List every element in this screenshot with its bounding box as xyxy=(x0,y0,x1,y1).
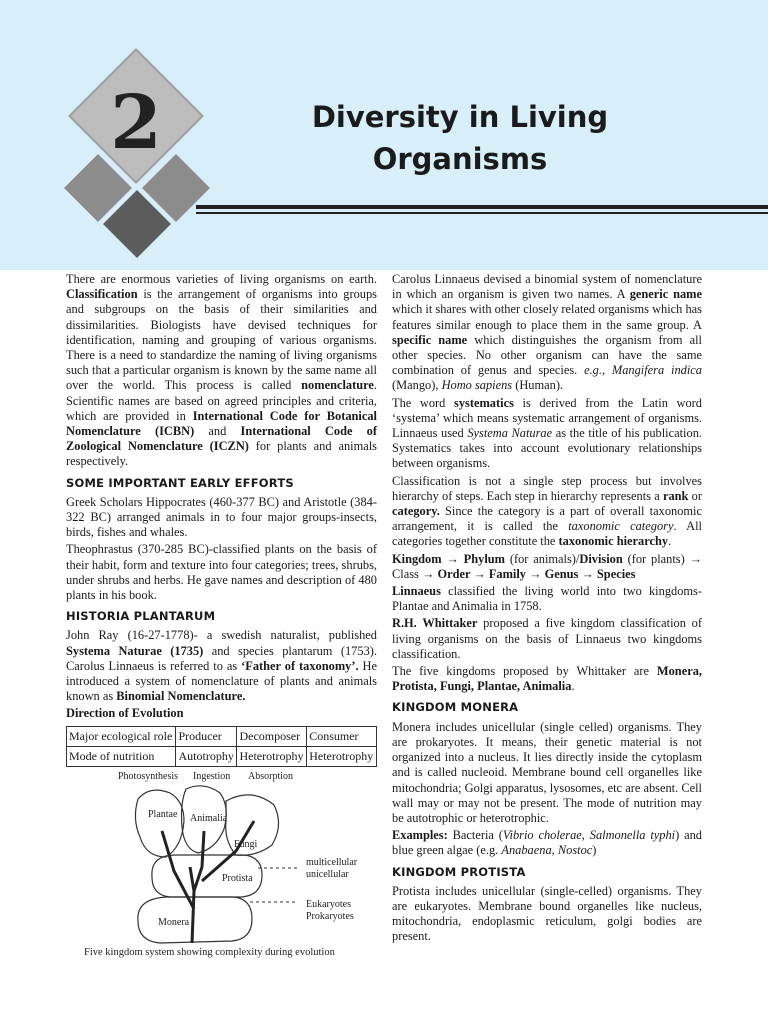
hierarchy-text-5: . xyxy=(668,534,672,549)
ranks-text-1: (for animals)/ xyxy=(504,551,580,566)
examples-text-1: Bacteria ( xyxy=(447,828,503,843)
table-row xyxy=(67,746,377,766)
systematics-text-1: The word xyxy=(392,395,455,410)
example-anabaena: Anabaena xyxy=(501,843,552,858)
plantae-shape xyxy=(135,790,184,857)
ray-text-2: and species plantarum (1753). Carolus Linnaeus is referred to as xyxy=(66,643,377,673)
label-monera: Monera xyxy=(158,917,190,929)
term-generic-name: generic name xyxy=(629,287,702,302)
label-protista: Protista xyxy=(222,873,253,885)
label-plantae: Plantae xyxy=(148,809,178,821)
ray-text-1: John Ray (16-27-1778)- a swedish naturalist, published xyxy=(66,628,377,643)
heading-historia-plantarum: HISTORIA PLANTARUM xyxy=(66,609,216,624)
hierarchy-text-2: or xyxy=(688,488,702,503)
example-salmonella: Salmonella typhi xyxy=(589,828,676,843)
systematics-text-2: is derived from the Latin word ‘systema’ which means systematic arrangement of organisms. Linnaeus used xyxy=(392,395,702,441)
intro-text-5: for plants and animals respectively. xyxy=(66,439,377,469)
label-absorption: Absorption xyxy=(248,771,293,783)
title-rule-thin xyxy=(196,212,768,214)
whittaker-text: proposed a five kingdom classification of living organisms on the basis of Linnaeus two kingdoms classification. xyxy=(392,616,703,661)
term-systematics: systematics xyxy=(454,395,514,410)
hierarchy-text-4: . All categories together constitute the xyxy=(392,519,702,549)
five-kingdoms-text-2: . xyxy=(571,679,575,694)
intro-text-2: is the arrangement of organisms into groups and subgroups on the basis of their similarities and dissimilarities. Biologists have devised techniques for identification, naming and grouping of various organisms. There is a need to standardize the naming of living organisms such that a particular organism is known by the same name all over the world. This process is called xyxy=(66,287,377,393)
table-cell: Heterotrophy xyxy=(307,746,377,766)
term-classification: Classification xyxy=(66,287,138,302)
five-kingdom-figure xyxy=(66,771,377,967)
label-multicellular: multicellular xyxy=(306,857,358,869)
protista-paragraph: Protista includes unicellular (single-celled) organisms. They are eukaryotes. Membrane bound organelles like nucleus, mitochondria, endoplasmic reticulum, golgi bodies are present. xyxy=(392,883,702,944)
term-rank: rank xyxy=(662,488,689,503)
examples-label: Examples: xyxy=(392,828,448,843)
chapter-title xyxy=(300,96,620,180)
ranks-line xyxy=(392,552,702,582)
term-icbn: International Code for Botanical Nomenclature (ICBN) xyxy=(66,408,377,439)
linnaeus-paragraph xyxy=(392,272,702,394)
systematics-text-3: as the title of his publication. Systematics takes into account evolutionary relationships between organisms. xyxy=(392,426,702,471)
example-vibrio: Vibrio cholerae xyxy=(502,828,582,843)
figure-caption: Five kingdom system showing complexity during evolution xyxy=(84,947,335,959)
label-eukaryotes: Eukaryotes xyxy=(306,899,351,911)
ranks-text-2: (for plants) → Class → xyxy=(392,551,702,581)
intro-text-1: There are enormous varieties of living organisms on earth. xyxy=(66,272,377,286)
table-cell: Mode of nutrition xyxy=(67,746,176,766)
linnaeus-text-3: which distinguishes the organism from all other species. No other organism can have the same combination of genus and species. xyxy=(392,332,702,378)
label-photosynthesis: Photosynthesis xyxy=(118,771,179,783)
heading-early-efforts: SOME IMPORTANT EARLY EFFORTS xyxy=(66,475,294,490)
heading-kingdom-protista: KINGDOM PROTISTA xyxy=(392,864,526,879)
direction-of-evolution-label: Direction of Evolution xyxy=(66,706,184,721)
theophrastus-paragraph: Theophrastus (370-285 BC)-classified plants on the basis of their habit, form and texture into four categories; trees, shrubs, under shrubs and herbs. He gave names and description of 480 plants in his book. xyxy=(66,542,377,603)
intro-text-4: and xyxy=(194,424,241,439)
monera-paragraph: Monera includes unicellular (single celled) organisms. They are prokaryotes. It means, their genetic material is not organized into a nucleus. It lies directly inside the cytoplasm and is called nucleoid. Membrane bound cell organelles like mitochondria; Golgi apparatus, lysosomes, etc are absent. Cell wall may or may not be present. The mode of nutrition may be autotrophic or heterotrophic. xyxy=(392,719,702,825)
five-kingdoms-list: Monera, Protista, Fungi, Plantae, Animalia xyxy=(392,664,702,694)
evolution-table xyxy=(66,726,377,767)
rank-kingdom-phylum: Kingdom → Phylum xyxy=(392,551,505,566)
examples-text-5: ) xyxy=(592,843,597,858)
term-father-of-taxonomy: ‘Father of taxonomy’. xyxy=(241,658,359,673)
term-iczn: International Code of Zoological Nomenclature (ICZN) xyxy=(66,424,377,454)
heading-kingdom-monera: KINGDOM MONERA xyxy=(392,700,519,715)
whittaker-paragraph xyxy=(392,616,702,662)
term-taxonomic-category: taxonomic category xyxy=(568,519,674,534)
chapter-title-line2: Organisms xyxy=(372,142,548,176)
two-kingdoms-text: classified the living world into two kingdoms- Plantae and Animalia in 1758. xyxy=(392,584,702,614)
example-homo-sapiens: Homo sapiens xyxy=(441,378,513,393)
chapter-header xyxy=(0,0,768,270)
example-mangifera: e.g., Mangifera indica xyxy=(584,363,702,378)
table-cell: Consumer xyxy=(307,726,377,746)
intro-text-3: . Scientific names are based on agreed principles and criteria, which are provided in xyxy=(66,378,377,423)
linnaeus-text-1: Carolus Linnaeus devised a binomial system of nomenclature in which an organism is given two names. A xyxy=(392,272,702,302)
term-binomial-nomenclature: Binomial Nomenclature. xyxy=(116,689,246,704)
linnaeus-text-4: (Mango), xyxy=(392,378,442,393)
term-taxonomic-hierarchy: taxonomic hierarchy xyxy=(558,534,669,549)
examples-text-2: , xyxy=(581,828,590,843)
label-animalia: Animalia xyxy=(190,813,228,825)
examples-text-3: ) and blue green algae (e.g. xyxy=(392,828,702,858)
term-nomenclature: nomenclature xyxy=(301,378,374,393)
five-kingdoms-paragraph xyxy=(392,664,702,694)
table-cell: Heterotrophy xyxy=(237,746,307,766)
right-column xyxy=(392,272,702,947)
chapter-title-line1: Diversity in Living xyxy=(311,100,609,134)
title-systema-naturae: Systema Naturae xyxy=(467,426,553,441)
term-category: category. xyxy=(392,504,440,519)
label-unicellular: unicellular xyxy=(306,869,349,881)
label-ingestion: Ingestion xyxy=(193,771,231,783)
label-fungi: Fungi xyxy=(234,839,258,851)
greek-scholars-paragraph: Greek Scholars Hippocrates (460-377 BC) and Aristotle (384-322 BC) arranged animals in to four major groups-insects, birds, fishes and whales. xyxy=(66,494,377,540)
term-linnaeus: Linnaeus xyxy=(392,584,441,599)
two-kingdoms-paragraph xyxy=(392,584,702,614)
hierarchy-paragraph xyxy=(392,474,702,550)
ray-text-3: He introduced a system of nomenclature of plants and animals known as xyxy=(66,658,377,704)
left-column xyxy=(66,272,377,967)
hierarchy-text-3: Since the category is a part of overall taxonomic arrangement, it is called the xyxy=(392,504,702,534)
chapter-number: 2 xyxy=(110,80,162,166)
table-cell: Major ecological role xyxy=(67,726,176,746)
systematics-paragraph xyxy=(392,396,702,472)
five-kingdoms-text-1: The five kingdoms proposed by Whittaker are xyxy=(392,664,657,679)
term-specific-name: specific name xyxy=(392,332,468,347)
term-systema-naturae: Systema Naturae (1735) xyxy=(66,643,204,658)
term-whittaker: R.H. Whittaker xyxy=(392,616,478,631)
john-ray-paragraph xyxy=(66,628,377,704)
hierarchy-text-1: Classification is not a single step process but involves hierarchy of steps. Each step in hierarchy represents a xyxy=(392,473,702,503)
title-rule-thick xyxy=(196,205,768,209)
label-prokaryotes: Prokaryotes xyxy=(306,911,354,923)
table-cell: Producer xyxy=(176,726,237,746)
table-cell: Autotrophy xyxy=(176,746,237,766)
linnaeus-text-2: which it shares with other closely related organisms which has features similar enough to place them in the same group. A xyxy=(392,302,702,332)
rank-order-to-species: Order → Family → Genus → Species xyxy=(437,566,636,581)
linnaeus-text-5: (Human). xyxy=(512,378,564,393)
table-row xyxy=(67,726,377,746)
rank-division: Division xyxy=(579,551,623,566)
examples-text-4: , xyxy=(551,843,558,858)
table-cell: Decomposer xyxy=(237,726,307,746)
example-nostoc: Nostoc xyxy=(557,843,593,858)
intro-paragraph xyxy=(66,272,377,470)
monera-examples xyxy=(392,828,702,858)
